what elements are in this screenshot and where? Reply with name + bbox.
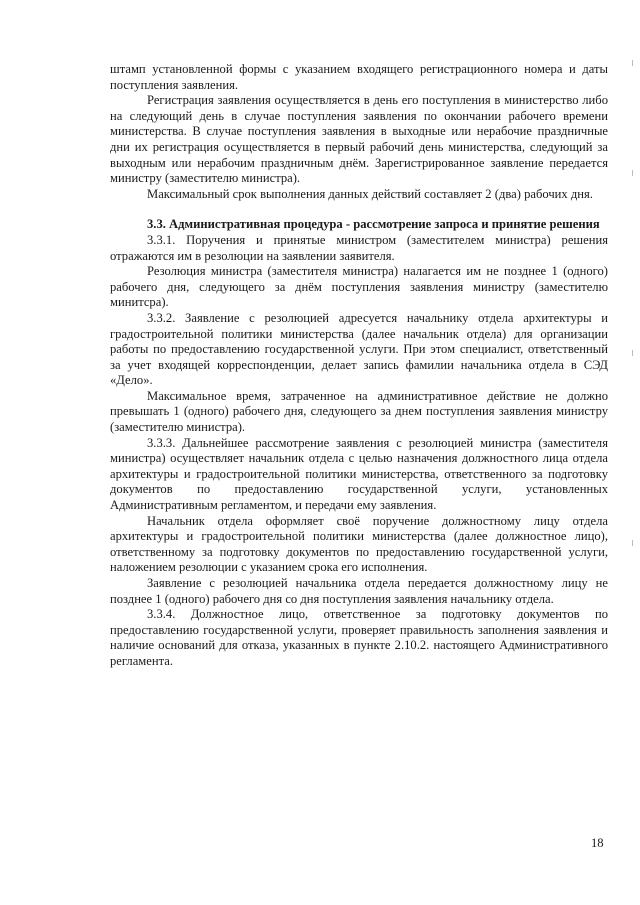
paragraph: 3.3.1. Поручения и принятые министром (заместителем министра) решения отражаются им в резолюции на заявлении заявителя.	[110, 232, 608, 263]
scan-mark	[632, 540, 633, 546]
paragraph: Начальник отдела оформляет своё поручение должностному лицу отдела архитектуры и градостроительной политики министерства (далее должностное лицо), ответственному за подготовку документов по предоставлению государственной услуги, наложением резолюции с указанием срока его исполнения.	[110, 513, 608, 575]
document-body	[110, 62, 608, 670]
paragraph: Заявление с резолюцией начальника отдела передается должностному лицу не позднее 1 (одного) рабочего дня со дня поступления заявления начальнику отдела.	[110, 576, 608, 606]
paragraph: Регистрация заявления осуществляется в день его поступления в министерство либо на следующий день в случае поступления заявления по окончании рабочего времени министерства. В случае поступления заявления в выходные или нерабочие праздничные дни их регистрация осуществляется в первый рабочий день министерства, следующий за выходным или нерабочим праздничным днём. Зарегистрированное заявление передается министру (заместителю министра).	[110, 93, 608, 186]
paragraph: Максимальное время, затраченное на административное действие не должно превышать 1 (одного) рабочего дня, следующего за днем поступления заявления министру (заместителю министра).	[110, 388, 608, 435]
paragraph: Резолюция министра (заместителя министра) налагается им не позднее 1 (одного) рабочего дня, следующего за днём поступления заявления министру (заместителю минитсра).	[110, 264, 608, 310]
paragraph: штамп установленной формы с указанием входящего регистрационного номера и даты поступления заявления.	[110, 62, 608, 92]
paragraph: 3.3.2. Заявление с резолюцией адресуется начальнику отдела архитектуры и градостроительной политики министерства (далее начальник отдела) для организации работы по предоставлению государственной услуги. При этом специалист, ответственный за учет входящей корреспонденции, делает запись фамилии начальника отдела в СЭД «Дело».	[110, 310, 608, 388]
section-spacer	[110, 202, 608, 217]
scan-mark	[632, 60, 633, 66]
page-number: 18	[591, 836, 604, 850]
scan-margin-marks	[632, 20, 636, 720]
paragraph: 3.3.4. Должностное лицо, ответственное за подготовку документов по предоставлению государственной услуги, проверяет правильность заполнения заявления и наличие оснований для отказа, указанных в пункте 2.10.2. настоящего Административного регламента.	[110, 607, 608, 668]
scan-mark	[632, 350, 633, 356]
section-heading: 3.3. Административная процедура - рассмотрение запроса и принятие решения	[147, 217, 600, 232]
paragraph: 3.3.3. Дальнейшее рассмотрение заявления с резолюцией министра (заместителя министра) осуществляет начальник отдела с целью назначения должностного лица отдела архитектуры и градостроительной политики министерства, ответственного за подготовку документов по предоставлению государственной услуги, установленных Административным регламентом, и передачи ему заявления.	[110, 435, 608, 513]
scan-mark	[632, 170, 633, 176]
paragraph: Максимальный срок выполнения данных действий составляет 2 (два) рабочих дня.	[147, 186, 593, 201]
